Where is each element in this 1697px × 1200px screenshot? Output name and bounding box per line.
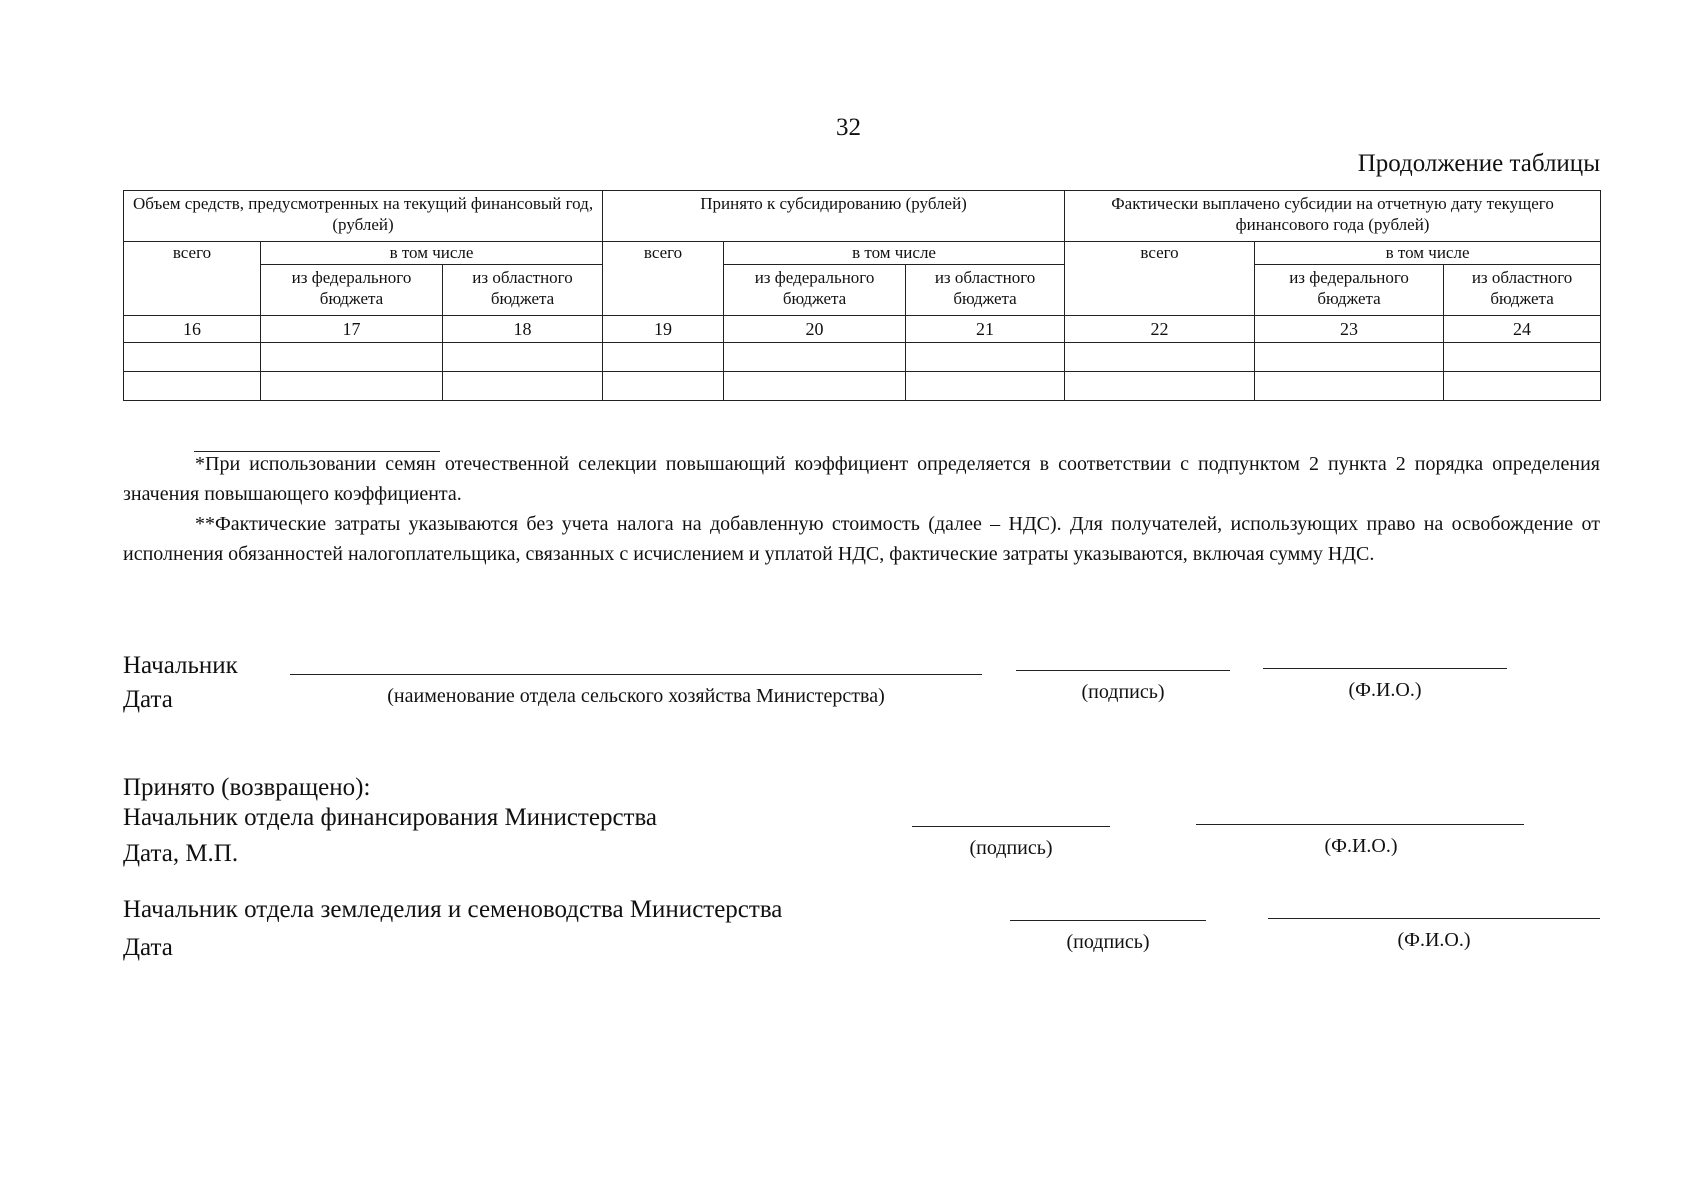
- header-row-subgroups: [124, 242, 1601, 265]
- signature-line[interactable]: [1016, 670, 1230, 671]
- full-name-line[interactable]: [1263, 668, 1507, 669]
- header-total-paid: всего: [1065, 242, 1255, 316]
- full-name-caption: (Ф.И.О.): [1324, 835, 1398, 857]
- date-label: Дата: [123, 934, 173, 961]
- page-number: 32: [836, 114, 861, 141]
- table-row-empty: [124, 343, 1601, 372]
- column-number-row: [124, 316, 1601, 343]
- footnotes: [123, 449, 1600, 569]
- header-federal-accepted: из федерального бюджета: [724, 265, 906, 316]
- header-regional-planned: из областного бюджета: [443, 265, 603, 316]
- header-total-accepted: всего: [603, 242, 724, 316]
- column-number: 17: [261, 316, 443, 343]
- header-including-accepted: в том числе: [724, 242, 1065, 265]
- full-name-line[interactable]: [1196, 824, 1524, 825]
- header-regional-paid: из областного бюджета: [1444, 265, 1601, 316]
- header-federal-planned: из федерального бюджета: [261, 265, 443, 316]
- table-cell[interactable]: [261, 343, 443, 372]
- table-cell[interactable]: [724, 343, 906, 372]
- table-cell[interactable]: [724, 372, 906, 401]
- table-cell[interactable]: [1444, 343, 1601, 372]
- table-cell[interactable]: [906, 343, 1065, 372]
- header-including-paid: в том числе: [1255, 242, 1601, 265]
- table-cell[interactable]: [443, 372, 603, 401]
- table-cell[interactable]: [1444, 372, 1601, 401]
- date-stamp-label: Дата, М.П.: [123, 840, 239, 867]
- table-cell[interactable]: [603, 343, 724, 372]
- signature-caption: (подпись): [1081, 681, 1165, 703]
- table-cell[interactable]: [906, 372, 1065, 401]
- accepted-returned-label: Принято (возвращено):: [123, 774, 371, 801]
- finance-head-label: Начальник отдела финансирования Министерства: [123, 804, 658, 831]
- table-cell[interactable]: [443, 343, 603, 372]
- footnote-2: **Фактические затраты указываются без учета налога на добавленную стоимость (далее – НДС). Для получателей, использующих право на освобождение от исполнения обязанностей налогоплательщика, связанных с исчислением и уплатой НДС, фактические затраты указываются, включая сумму НДС.: [123, 513, 1600, 565]
- table-cell[interactable]: [603, 372, 724, 401]
- group-header-planned: Объем средств, предусмотренных на текущий финансовый год, (рублей): [124, 191, 603, 242]
- column-number: 20: [724, 316, 906, 343]
- full-name-caption: (Ф.И.О.): [1397, 929, 1471, 951]
- table-continuation-label: Продолжение таблицы: [1357, 150, 1600, 177]
- signature-line[interactable]: [1010, 920, 1206, 921]
- column-number: 18: [443, 316, 603, 343]
- department-name-caption: (наименование отдела сельского хозяйства Министерства): [387, 685, 885, 707]
- table-cell[interactable]: [124, 372, 261, 401]
- full-name-line[interactable]: [1268, 918, 1600, 919]
- group-header-paid: Фактически выплачено субсидии на отчетную дату текущего финансового года (рублей): [1065, 191, 1601, 242]
- table-row-empty: [124, 372, 1601, 401]
- column-number: 19: [603, 316, 724, 343]
- subsidy-table: [123, 190, 1601, 401]
- head-label: Начальник: [123, 652, 238, 679]
- department-name-line[interactable]: [290, 674, 982, 675]
- signature-line[interactable]: [912, 826, 1110, 827]
- group-header-accepted: Принято к субсидированию (рублей): [603, 191, 1065, 242]
- header-regional-accepted: из областного бюджета: [906, 265, 1065, 316]
- table-cell[interactable]: [124, 343, 261, 372]
- column-number: 22: [1065, 316, 1255, 343]
- table-cell[interactable]: [1255, 343, 1444, 372]
- table-cell[interactable]: [1065, 343, 1255, 372]
- column-number: 24: [1444, 316, 1601, 343]
- full-name-caption: (Ф.И.О.): [1348, 679, 1422, 701]
- table-cell[interactable]: [1255, 372, 1444, 401]
- header-including-planned: в том числе: [261, 242, 603, 265]
- table-cell[interactable]: [1065, 372, 1255, 401]
- agriculture-head-label: Начальник отдела земледелия и семеноводства Министерства: [123, 896, 783, 923]
- column-number: 16: [124, 316, 261, 343]
- table-cell[interactable]: [261, 372, 443, 401]
- column-number: 23: [1255, 316, 1444, 343]
- signature-caption: (подпись): [969, 837, 1053, 859]
- header-federal-paid: из федерального бюджета: [1255, 265, 1444, 316]
- header-row-groups: [124, 191, 1601, 242]
- signature-caption: (подпись): [1066, 931, 1150, 953]
- footnote-1: *При использовании семян отечественной селекции повышающий коэффициент определяется в соответствии с подпунктом 2 пункта 2 порядка определения значения повышающего коэффициента.: [123, 453, 1600, 505]
- date-label: Дата: [123, 686, 173, 713]
- header-row-sources: [124, 265, 1601, 316]
- column-number: 21: [906, 316, 1065, 343]
- header-total-planned: всего: [124, 242, 261, 316]
